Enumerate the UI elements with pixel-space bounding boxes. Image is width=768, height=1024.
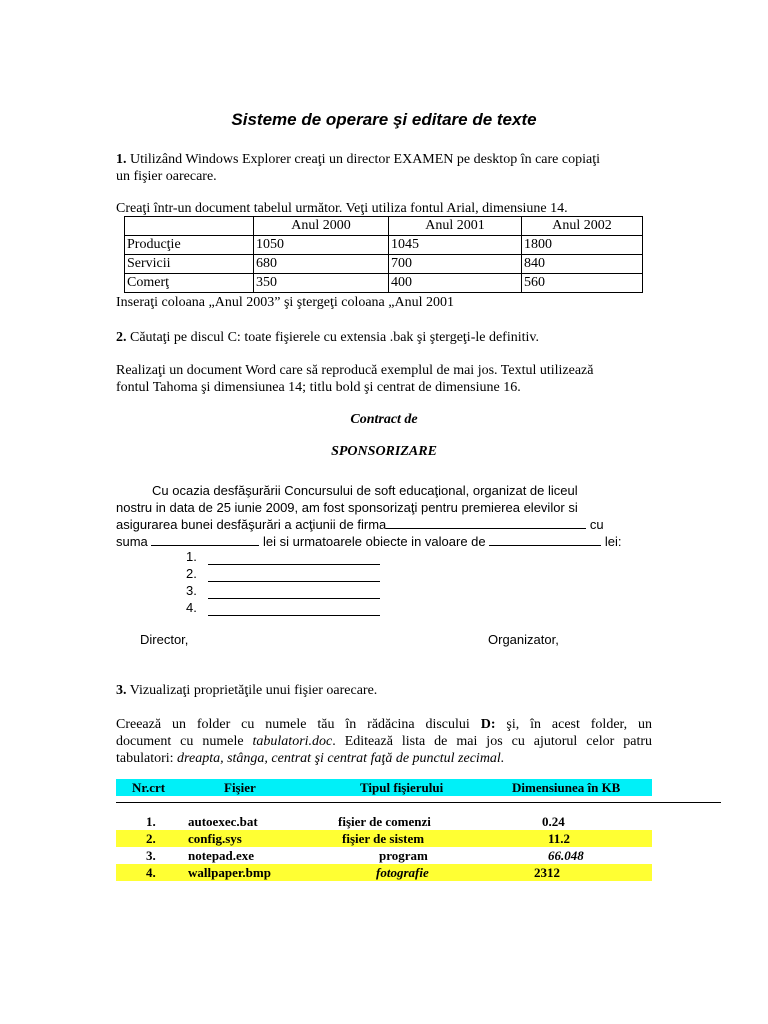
director-label: Director,: [140, 632, 189, 647]
list-item-blank: [208, 569, 380, 582]
table-cell: 1050: [254, 236, 389, 255]
q3-desc-line3: [116, 750, 652, 767]
files-cell: fişier de sistem: [342, 831, 425, 846]
files-cell: program: [379, 848, 428, 863]
sum-blank: [151, 533, 259, 546]
files-header-cell: Tipul fişierului: [360, 780, 444, 795]
list-item-number: 2.: [186, 566, 197, 581]
files-cell: 11.2: [548, 831, 571, 846]
table-cell: 700: [389, 255, 522, 274]
q3-text: document cu numele: [116, 734, 244, 749]
table-cell: 400: [389, 274, 522, 293]
contract-line4-mid: lei si urmatoarele obiecte in valoare de: [263, 534, 486, 549]
files-cell: config.sys: [188, 831, 242, 846]
contract-line2: nostru in data de 25 iunie 2009, am fost sponsorizaţi pentru premierea elevilor si: [116, 500, 578, 515]
files-table-header: [116, 779, 652, 796]
files-cell: 1.: [146, 814, 156, 829]
files-cell: 2.: [146, 831, 156, 846]
q1-paragraph: [116, 151, 656, 185]
table-header-cell: Anul 2002: [522, 217, 643, 236]
production-table: [124, 216, 643, 293]
table-cell: 350: [254, 274, 389, 293]
list-item: [186, 599, 380, 616]
q2-number: 2.: [116, 330, 127, 345]
contract-title-line2: SPONSORIZARE: [331, 444, 437, 459]
q3-text: şi, în acest folder, un: [506, 717, 653, 732]
list-item-number: 1.: [186, 549, 197, 564]
q2-paragraph: [116, 329, 539, 346]
q2-description: [116, 362, 656, 396]
table-row: [125, 236, 643, 255]
q2-line: Căutaţi pe discul C: toate fişierele cu extensia .bak şi ştergeţi-le definitiv.: [130, 330, 539, 345]
table-cell: Producţie: [125, 236, 254, 255]
files-header-cell: Fişier: [224, 780, 256, 795]
contract-title-line1: Contract de: [350, 412, 418, 427]
q3-number: 3.: [116, 683, 127, 698]
files-cell: 2312: [534, 865, 560, 880]
table-cell: Servicii: [125, 255, 254, 274]
value-blank: [489, 533, 601, 546]
q3-drive: D:: [480, 717, 496, 732]
list-item: [186, 565, 380, 582]
q1-number: 1.: [116, 152, 127, 167]
contract-line3-text: asigurarea bunei desfăşurări a acţiunii de firma: [116, 517, 387, 532]
files-cell: autoexec.bat: [188, 814, 258, 829]
files-cell: fişier de comenzi: [338, 814, 431, 829]
q3-filename: tabulatori.doc: [252, 734, 333, 749]
files-cell: 0.24: [542, 814, 565, 829]
table-header-cell: [125, 217, 254, 236]
contract-line4-end: lei:: [604, 534, 622, 549]
files-header-cell: Nr.crt: [132, 780, 166, 795]
table-row: [116, 830, 652, 847]
files-cell: notepad.exe: [188, 848, 255, 863]
q3-desc-line1: [116, 716, 652, 733]
files-header-cell: Dimensiunea în KB: [512, 780, 621, 795]
q3-line: Vizualizaţi proprietăţile unui fişier oarecare.: [129, 683, 378, 698]
q3-text: . Editează lista de mai jos cu ajutorul celor patru: [332, 734, 652, 749]
contract-body: [116, 482, 632, 550]
firm-blank: [386, 516, 586, 529]
list-item-blank: [208, 552, 380, 565]
q3-text: Creează un folder cu numele tău în rădăcina discului: [116, 717, 470, 732]
q1-after-table: Inseraţi coloana „Anul 2003” şi ştergeţi coloana „Anul 2001: [116, 295, 454, 310]
q3-tabs-list: dreapta, stânga, centrat şi centrat faţă de punctul zecimal.: [177, 751, 505, 766]
table-row: [125, 255, 643, 274]
objects-list: [186, 548, 380, 616]
contract-line1: Cu ocazia desfăşurării Concursului de soft educaţional, organizat de liceul: [152, 483, 578, 498]
table-header-cell: Anul 2000: [254, 217, 389, 236]
list-item-blank: [208, 586, 380, 599]
organizator-label: Organizator,: [488, 632, 559, 647]
table-cell: 1045: [389, 236, 522, 255]
q3-desc-line2: [116, 733, 652, 750]
files-cell: 4.: [146, 865, 156, 880]
table-row: [125, 274, 643, 293]
list-item-number: 4.: [186, 600, 197, 615]
q2-desc-line1: Realizaţi un document Word care să reproducă exemplul de mai jos. Textul utilizează: [116, 363, 594, 378]
table-row: [116, 813, 652, 830]
table-cell: 1800: [522, 236, 643, 255]
contract-line3: [116, 516, 632, 533]
list-item-number: 3.: [186, 583, 197, 598]
files-cell: wallpaper.bmp: [188, 865, 271, 880]
q3-paragraph: [116, 682, 377, 699]
list-item-blank: [208, 603, 380, 616]
files-cell: 3.: [146, 848, 156, 863]
table-header-cell: Anul 2001: [389, 217, 522, 236]
q2-desc-line2: fontul Tahoma şi dimensiunea 14; titlu bold şi centrat de dimensiune 16.: [116, 380, 521, 395]
contract-line4-start: suma: [116, 534, 148, 549]
table-cell: 560: [522, 274, 643, 293]
table-row: [116, 847, 652, 864]
table-cell: Comerţ: [125, 274, 254, 293]
q3-description: [116, 716, 652, 767]
divider: [116, 802, 721, 803]
files-cell: 66.048: [548, 848, 584, 863]
table-row: [116, 864, 652, 881]
q1-line2: un fişier oarecare.: [116, 169, 217, 184]
table-cell: 840: [522, 255, 643, 274]
files-cell: fotografie: [376, 865, 429, 880]
list-item: [186, 548, 380, 565]
page-title: Sisteme de operare şi editare de texte: [231, 110, 537, 129]
list-item: [186, 582, 380, 599]
q1-line1: Utilizând Windows Explorer creaţi un director EXAMEN pe desktop în care copiaţi: [130, 152, 600, 167]
table-cell: 680: [254, 255, 389, 274]
table-header-row: [125, 217, 643, 236]
q1-table-intro: Creaţi într-un document tabelul următor. Veţi utiliza fontul Arial, dimensiune 14.: [116, 201, 568, 216]
q3-text: tabulatori:: [116, 751, 174, 766]
contract-line3-end: cu: [589, 517, 604, 532]
